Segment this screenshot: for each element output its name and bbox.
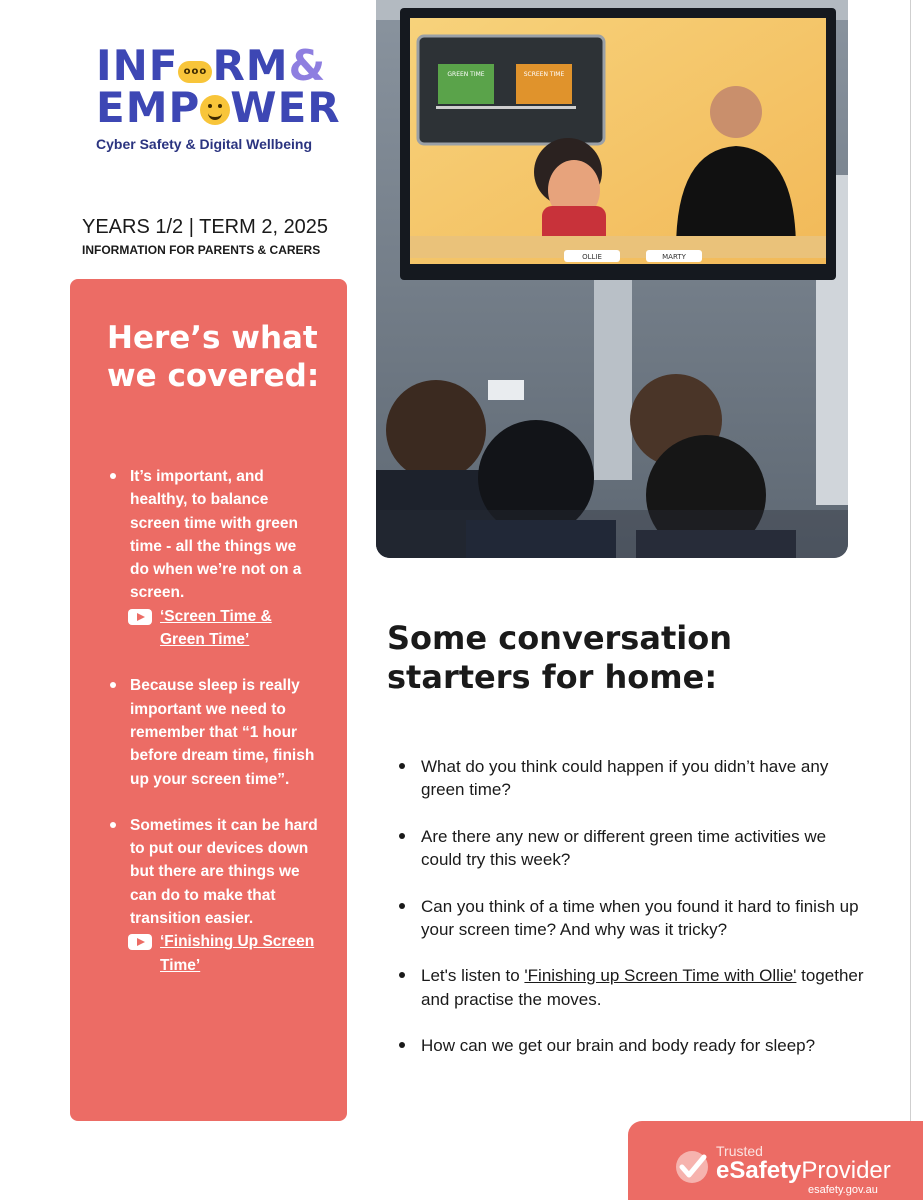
- list-item-text: Sometimes it can be hard to put our devices down but there are things we can do to make that transition easier.: [130, 816, 318, 928]
- finishing-up-screen-time-video-link[interactable]: ‘Finishing Up Screen Time’: [160, 933, 315, 974]
- inform-empower-logo: [96, 41, 341, 154]
- video-link-row: [130, 930, 318, 977]
- list-item: Can you think of a time when you found it hard to finish up your screen time? And why was it tricky?: [398, 895, 868, 942]
- youtube-play-icon: [128, 609, 152, 625]
- conversation-list: [398, 755, 868, 1081]
- screen-time-green-time-video-link[interactable]: ‘Screen Time & Green Time’: [160, 607, 272, 649]
- list-item-text: Let's listen to: [421, 966, 525, 986]
- name-label-marty: MARTY: [662, 253, 686, 261]
- list-item: How can we get our brain and body ready for sleep?: [398, 1034, 868, 1057]
- logo-text: EMP: [96, 83, 201, 132]
- name-label-ollie: OLLIE: [582, 253, 602, 261]
- list-item-text: together and practise the moves.: [421, 966, 864, 1009]
- covered-list: [108, 465, 318, 1000]
- logo-text: RM: [212, 41, 289, 90]
- logo-tagline: Cyber Safety & Digital Wellbeing: [96, 136, 313, 152]
- page-edge: [910, 0, 923, 1200]
- speech-bubble-icon: ooo: [178, 61, 212, 83]
- smiley-face-icon: [200, 95, 230, 125]
- video-link-row: [130, 605, 318, 652]
- audience-subheading: INFORMATION FOR PARENTS & CARERS: [82, 243, 321, 257]
- logo-ampersand: &: [288, 41, 327, 90]
- badge-brand-esafety: eSafety: [716, 1157, 802, 1184]
- covered-title: Here’s what we covered:: [107, 320, 320, 394]
- badge-url: esafety.gov.au: [808, 1184, 878, 1196]
- youtube-play-icon: [128, 934, 152, 950]
- checkmark-icon: [674, 1149, 710, 1185]
- list-item: [108, 814, 318, 977]
- list-item: [108, 674, 318, 790]
- list-item: What do you think could happen if you didn’t have any green time?: [398, 755, 868, 802]
- badge-brand: [716, 1157, 891, 1185]
- list-item-text: It’s important, and healthy, to balance screen time with green time - all the things we do when we’re not on a screen.: [130, 468, 302, 602]
- finishing-up-screen-time-with-ollie-link[interactable]: 'Finishing up Screen Time with Ollie': [524, 966, 797, 986]
- badge-brand-provider: Provider: [801, 1157, 891, 1184]
- logo-text: WER: [230, 83, 341, 132]
- classroom-photo: [376, 0, 848, 558]
- list-item-text: Because sleep is really important we need to remember that “1 hour before dream time, finish up your screen time”.: [130, 677, 315, 788]
- logo-text: INF: [96, 41, 179, 90]
- logo-line-1: [96, 41, 336, 90]
- esafety-provider-badge: [628, 1121, 923, 1200]
- screen-label: GREEN TIME: [447, 71, 485, 78]
- list-item: [398, 964, 868, 1011]
- conversation-title: Some conversation starters for home:: [387, 619, 732, 696]
- list-item: [108, 465, 318, 651]
- years-term-heading: YEARS 1/2 | TERM 2, 2025: [82, 216, 329, 238]
- covered-panel: [70, 279, 347, 1121]
- badge-trusted-label: Trusted: [716, 1143, 763, 1159]
- screen-label: SCREEN TIME: [523, 71, 565, 78]
- logo-line-2: [96, 83, 341, 132]
- classroom-illustration: [376, 0, 848, 558]
- list-item: Are there any new or different green time activities we could try this week?: [398, 825, 868, 872]
